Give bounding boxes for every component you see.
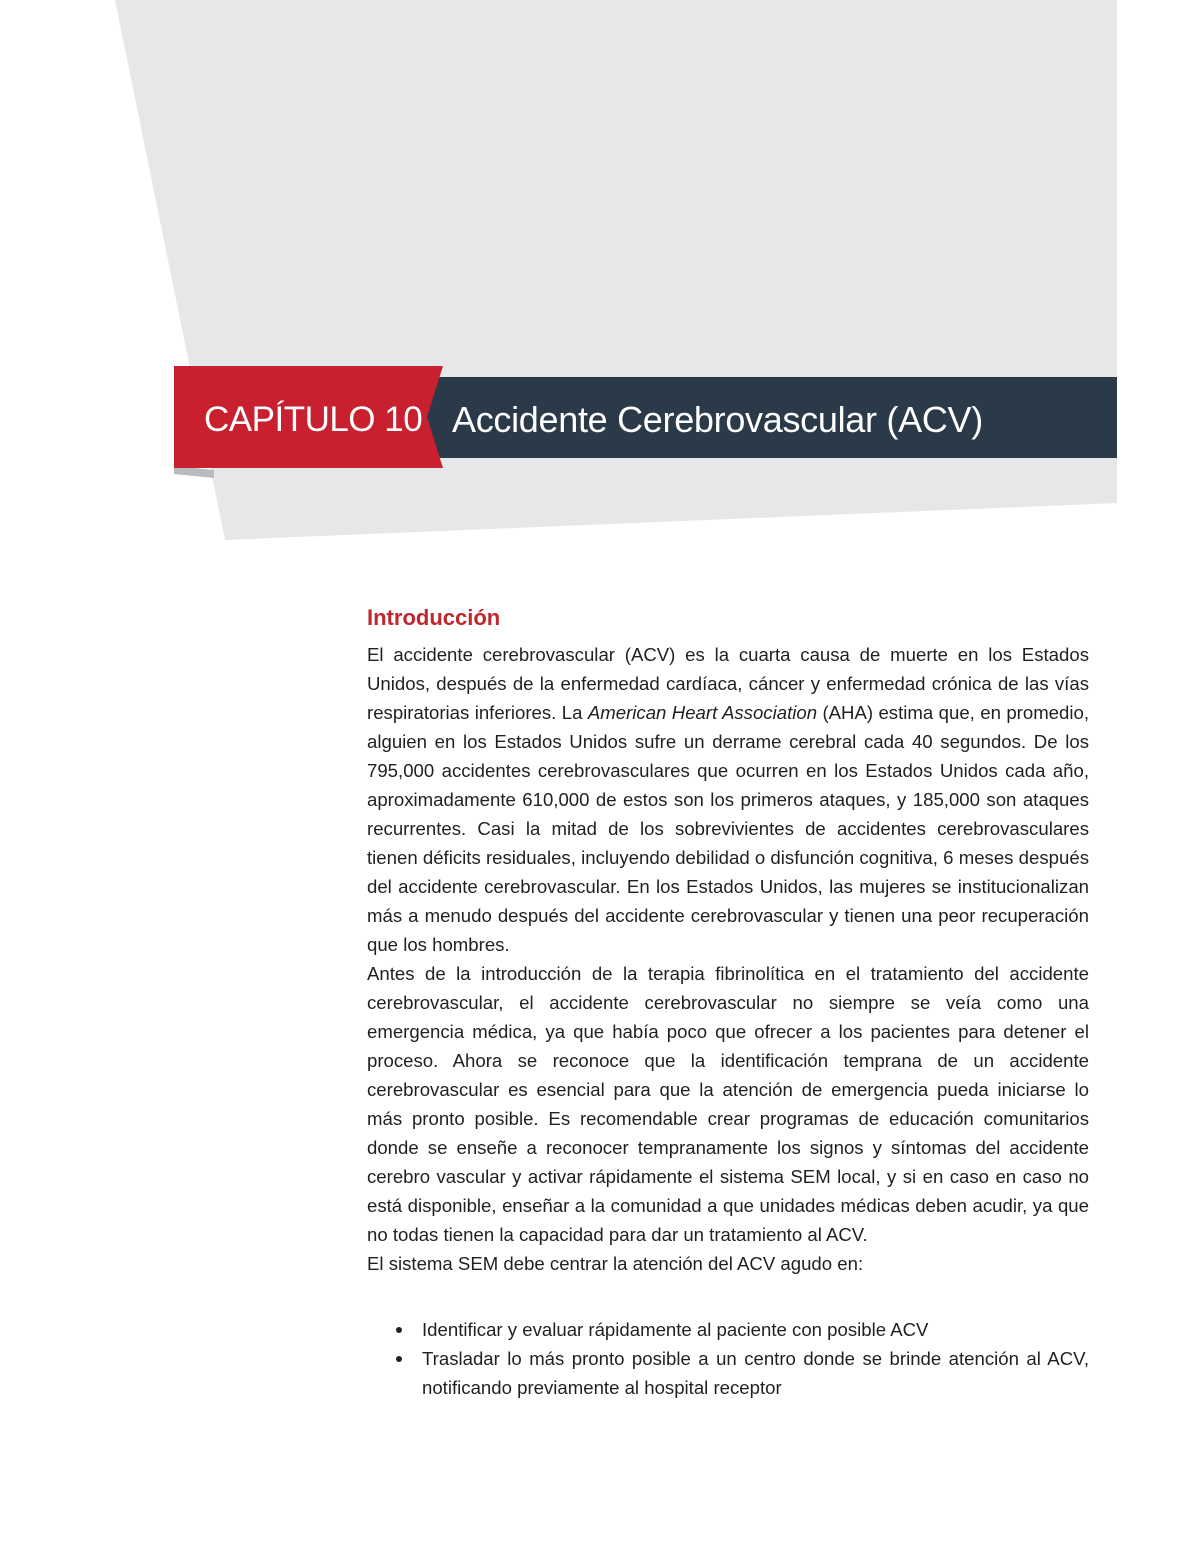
section-heading-introduccion: Introducción <box>367 605 501 630</box>
list-item: Trasladar lo más pronto posible a un centro donde se brinde atención al ACV, notificando previamente al hospital receptor <box>422 1344 1089 1402</box>
chapter-title: Accidente Cerebrovascular (ACV) <box>452 399 983 440</box>
intro-paragraph-3: El sistema SEM debe centrar la atención del ACV agudo en: <box>367 1253 864 1274</box>
paragraph-spacer <box>367 1278 1089 1307</box>
paragraph-1-italic-organization: American Heart Association <box>587 702 818 723</box>
main-content <box>367 600 1089 1402</box>
chapter-label: CAPÍTULO 10 <box>204 400 423 439</box>
bullet-list <box>367 1315 1089 1402</box>
intro-paragraph-1 <box>367 640 1089 959</box>
paragraph-1-text-end: (AHA) estima que, en promedio, alguien en los Estados Unidos sufre un derrame cerebral cada 40 segundos. De los 795,000 accidentes cerebrovasculares que ocurren en los Estados Unidos cada año, aproximadamente 610,000 de estos son los primeros ataques, y 185,000 son ataques recurrentes. Casi la mitad de los sobrevivientes de accidentes cerebrovasculares tienen déficits residuales, incluyendo debilidad o disfunción cognitiva, 6 meses después del accidente cerebrovascular. En los Estados Unidos, las mujeres se institucionalizan más a menudo después del accidente cerebrovascular y tienen una peor recuperación que los hombres. <box>367 702 1089 955</box>
list-item: Identificar y evaluar rápidamente al paciente con posible ACV <box>422 1315 1089 1344</box>
paragraph-1-text-start: El accidente cerebrovascular (ACV) es la cuarta causa de muerte en los Estados Unidos, después de la enfermedad cardíaca, cáncer y enfermedad crónica de las vías respiratorias inferiores. La <box>367 644 1089 723</box>
intro-paragraph-2: Antes de la introducción de la terapia fibrinolítica en el tratamiento del accidente cerebrovascular, el accidente cerebrovascular no siempre se veía como una emergencia médica, ya que había poco que ofrecer a los pacientes para detener el proceso. Ahora se reconoce que la identificación temprana de un accidente cerebrovascular es esencial para que la atención de emergencia pueda iniciarse lo más pronto posible. Es recomendable crear programas de educación comunitarios donde se enseñe a reconocer tempranamente los signos y síntomas del accidente cerebro vascular y activar rápidamente el sistema SEM local, y si en caso en caso no está disponible, enseñar a la comunidad a que unidades médicas deben acudir, ya que no todas tienen la capacidad para dar un tratamiento al ACV. <box>367 963 1089 1245</box>
